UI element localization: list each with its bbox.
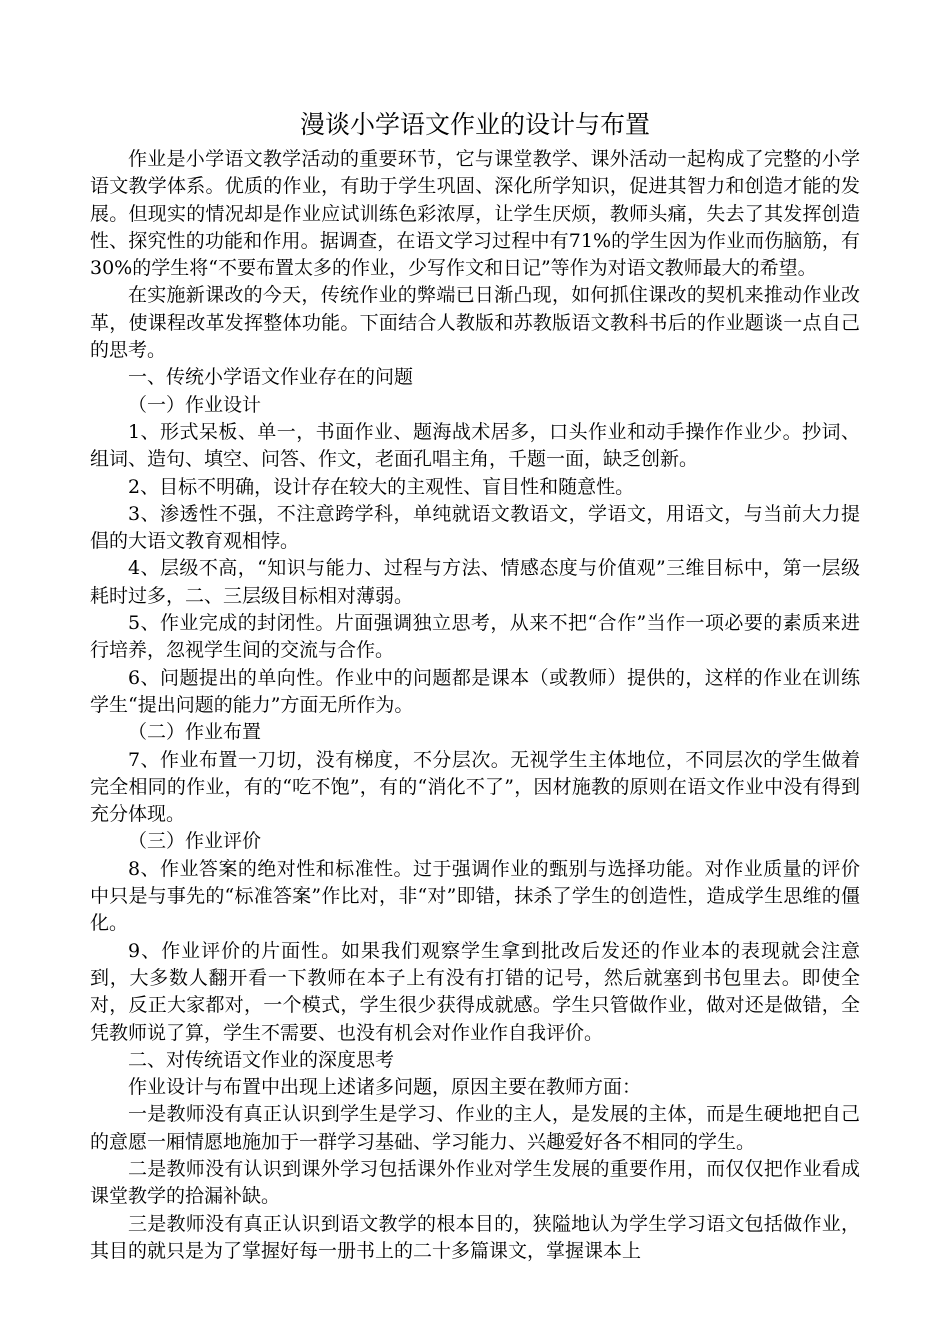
section-heading-1: 一、传统小学语文作业存在的问题 (128, 366, 414, 389)
paragraph-causes: 作业设计与布置中出现上述诸多问题，原因主要在教师方面： (128, 1076, 642, 1099)
list-item-9: 9、作业评价的片面性。如果我们观察学生拿到批改后发还的作业本的表现就会注意到，大多数人翻开看一下教师在本子上有没有打错的记号，然后就塞到书包里去。即使全对，反正大家都对，一个模式，学生很少获得成就感。学生只管做作业，做对还是做错，全凭教师说了算，学生不需要、也没有机会对作业作自我评价。 (90, 939, 860, 1044)
paragraph-intro: 作业是小学语文教学活动的重要环节，它与课堂教学、课外活动一起构成了完整的小学语文教学体系。优质的作业，有助于学生巩固、深化所学知识，促进其智力和创造才能的发展。但现实的情况却是作业应试训练色彩浓厚，让学生厌烦，教师头痛，失去了其发挥创造性、探究性的功能和作用。据调查，在语文学习过程中有71%的学生因为作业而伤脑筋，有30%的学生将“不要布置太多的作业，少写作文和日记”等作为对语文教师最大的希望。 (90, 148, 860, 280)
subsection-heading-evaluation: （三）作业评价 (128, 830, 262, 853)
list-item-5: 5、作业完成的封闭性。片面强调独立思考，从来不把“合作”当作一项必要的素质来进行培养，忽视学生间的交流与合作。 (90, 612, 860, 662)
document-body (90, 146, 860, 1265)
list-item-4: 4、层级不高，“知识与能力、过程与方法、情感态度与价值观”三维目标中，第一层级耗时过多，二、三层级目标相对薄弱。 (90, 557, 860, 607)
list-item-2: 2、目标不明确，设计存在较大的主观性、盲目性和随意性。 (128, 475, 635, 498)
list-item-3: 3、渗透性不强，不注意跨学科，单纯就语文教语文，学语文，用语文，与当前大力提倡的大语文教育观相悖。 (90, 502, 860, 553)
subsection-heading-design: （一）作业设计 (128, 393, 262, 416)
paragraph-new-curriculum: 在实施新课改的今天，传统作业的弊端已日渐凸现，如何抓住课改的契机来推动作业改革，使课程改革发挥整体功能。下面结合人教版和苏教版语文教科书后的作业题谈一点自己的思考。 (90, 284, 860, 362)
document-title: 漫谈小学语文作业的设计与布置 (299, 110, 650, 139)
list-item-7: 7、作业布置一刀切，没有梯度，不分层次。无视学生主体地位，不同层次的学生做着完全相同的作业，有的“吃不饱”，有的“消化不了”，因材施教的原则在语文作业中没有得到充分体现。 (90, 748, 860, 826)
paragraph-reason-1: 一是教师没有真正认识到学生是学习、作业的主人，是发展的主体，而是生硬地把自己的意愿一厢情愿地施加于一群学习基础、学习能力、兴趣爱好各不相同的学生。 (90, 1103, 860, 1153)
subsection-heading-assignment: （二）作业布置 (128, 721, 262, 744)
section-heading-2: 二、对传统语文作业的深度思考 (128, 1048, 395, 1071)
paragraph-reason-3: 三是教师没有真正认识到语文教学的根本目的，狭隘地认为学生学习语文包括做作业，其目的就只是为了掌握好每一册书上的二十多篇课文，掌握课本上 (90, 1212, 860, 1262)
list-item-6: 6、问题提出的单向性。作业中的问题都是课本（或教师）提供的，这样的作业在训练学生“提出问题的能力”方面无所作为。 (90, 666, 860, 716)
list-item-1: 1、形式呆板、单一，书面作业、题海战术居多，口头作业和动手操作作业少。抄词、组词、造句、填空、问答、作文，老面孔唱主角，千题一面，缺乏创新。 (90, 420, 860, 471)
list-item-8: 8、作业答案的绝对性和标准性。过于强调作业的甄别与选择功能。对作业质量的评价中只是与事先的“标准答案”作比对，非“对”即错，抹杀了学生的创造性，造成学生思维的僵化。 (90, 857, 860, 935)
paragraph-reason-2: 二是教师没有认识到课外学习包括课外作业对学生发展的重要作用，而仅仅把作业看成课堂教学的拾漏补缺。 (90, 1157, 860, 1208)
